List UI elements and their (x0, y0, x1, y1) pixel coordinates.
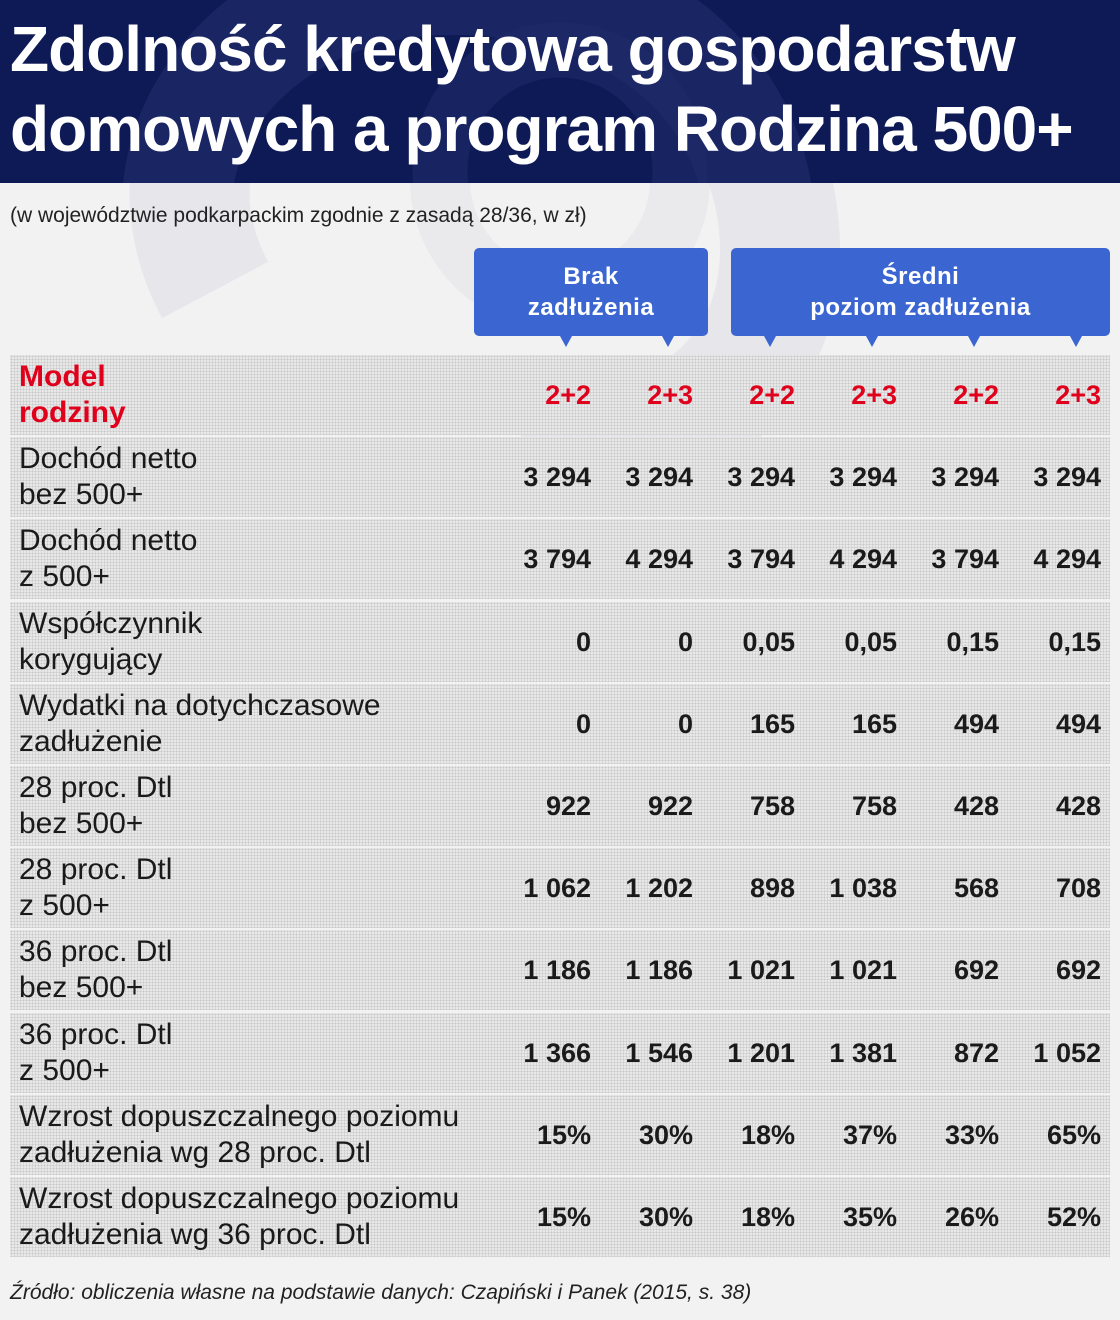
row-label-line: bez 500+ (19, 807, 144, 840)
table-cell: 922 (647, 791, 693, 821)
row-label-line: Dochód netto (19, 524, 198, 557)
table-cell: 165 (851, 709, 897, 739)
row-label (19, 1181, 499, 1253)
header-row (10, 355, 1110, 435)
table-cell: 30% (638, 1120, 693, 1150)
source-note: Źródło: obliczenia własne na podstawie danych: Czapiński i Panek (2015, s. 38) (10, 1281, 752, 1304)
table-row (10, 930, 1110, 1010)
row-label-line: z 500+ (19, 1054, 110, 1087)
row-label-line: rodziny (19, 396, 126, 429)
table-cell: 428 (953, 791, 999, 821)
row-label-line: zadłużenia wg 28 proc. Dtl (19, 1136, 371, 1169)
row-label (19, 852, 499, 924)
table-cell: 1 201 (727, 1038, 795, 1068)
row-label-line: 28 proc. Dtl (19, 771, 173, 804)
table-cell: 1 381 (829, 1038, 897, 1068)
table-cell: 4 294 (829, 544, 897, 574)
table-cell: 758 (749, 791, 795, 821)
row-label-line: z 500+ (19, 889, 110, 922)
family-model-cell: 2+3 (647, 380, 693, 410)
row-label-line: zadłużenie (19, 725, 163, 758)
row-label (19, 606, 499, 678)
row-label-line: Wzrost dopuszczalnego poziomu (19, 1100, 460, 1133)
table-cell: 3 794 (727, 544, 795, 574)
row-label (19, 1099, 499, 1171)
table-cell: 1 186 (625, 955, 693, 985)
table-cell: 0,15 (1048, 627, 1101, 657)
table-row (10, 437, 1110, 517)
group-header-no-debt (474, 248, 708, 336)
column-pointer-icon (866, 336, 878, 347)
table-cell: 3 294 (829, 462, 897, 492)
table-cell: 568 (953, 873, 999, 903)
row-label (19, 523, 499, 595)
table-cell: 3 294 (523, 462, 591, 492)
row-label-line: 36 proc. Dtl (19, 935, 173, 968)
row-label (19, 441, 499, 513)
table-cell: 0,15 (946, 627, 999, 657)
table-cell: 26% (944, 1202, 999, 1232)
table-cell: 15% (536, 1202, 591, 1232)
subtitle: (w województwie podkarpackim zgodnie z zasadą 28/36, w zł) (10, 204, 587, 227)
family-model-cell: 2+3 (851, 380, 897, 410)
table-cell: 18% (740, 1202, 795, 1232)
group-header-line: poziom zadłużenia (810, 294, 1031, 321)
table-cell: 1 366 (523, 1038, 591, 1068)
table-cell: 3 794 (523, 544, 591, 574)
table-cell: 65% (1046, 1120, 1101, 1150)
table-cell: 3 294 (1033, 462, 1101, 492)
table-cell: 165 (749, 709, 795, 739)
table-cell: 18% (740, 1120, 795, 1150)
row-label-line: zadłużenia wg 36 proc. Dtl (19, 1218, 371, 1251)
row-label-line: 36 proc. Dtl (19, 1018, 173, 1051)
family-model-cell: 2+2 (545, 380, 591, 410)
page-title-line-2: domowych a program Rodzina 500+ (10, 93, 1073, 165)
table-cell: 0 (677, 709, 693, 739)
table-cell: 3 294 (625, 462, 693, 492)
table-cell: 1 052 (1033, 1038, 1101, 1068)
family-model-cell: 2+2 (749, 380, 795, 410)
table-row (10, 1013, 1110, 1093)
column-pointer-icon (560, 336, 572, 347)
group-header-line: Brak (563, 263, 619, 290)
table-cell: 898 (749, 873, 795, 903)
table-cell: 872 (953, 1038, 999, 1068)
table-row (10, 519, 1110, 599)
row-label-line: Wydatki na dotychczasowe (19, 689, 381, 722)
table-cell: 4 294 (625, 544, 693, 574)
row-label-line: Wzrost dopuszczalnego poziomu (19, 1182, 460, 1215)
row-label-line: bez 500+ (19, 478, 144, 511)
row-label-line: Współczynnik (19, 607, 203, 640)
table-cell: 0,05 (742, 627, 795, 657)
table-cell: 494 (953, 709, 999, 739)
row-label (19, 688, 499, 760)
column-pointer-icon (764, 336, 776, 347)
row-label (19, 1017, 499, 1089)
table-cell: 708 (1055, 873, 1101, 903)
table-cell: 428 (1055, 791, 1101, 821)
table-cell: 3 294 (931, 462, 999, 492)
table-cell: 15% (536, 1120, 591, 1150)
table-cell: 1 021 (727, 955, 795, 985)
table-cell: 1 021 (829, 955, 897, 985)
table-cell: 37% (842, 1120, 897, 1150)
table-cell: 692 (1055, 955, 1101, 985)
table-cell: 0 (575, 709, 591, 739)
row-label-line: z 500+ (19, 560, 110, 593)
row-label-line: Dochód netto (19, 442, 198, 475)
row-label-line: bez 500+ (19, 971, 144, 1004)
table-cell: 3 794 (931, 544, 999, 574)
table-row (10, 1177, 1110, 1257)
table-row (10, 848, 1110, 928)
table-cell: 52% (1046, 1202, 1101, 1232)
row-label-line: Model (19, 360, 106, 393)
table-cell: 1 038 (829, 873, 897, 903)
table-cell: 692 (953, 955, 999, 985)
table-row (10, 684, 1110, 764)
group-header-line: Średni (881, 263, 960, 290)
table-cell: 1 186 (523, 955, 591, 985)
row-label-line: korygujący (19, 643, 163, 676)
table-cell: 30% (638, 1202, 693, 1232)
family-model-cell: 2+3 (1055, 380, 1101, 410)
group-header-line: zadłużenia (527, 294, 655, 321)
family-model-cell: 2+2 (953, 380, 999, 410)
table-cell: 0 (575, 627, 591, 657)
page-title-line-1: Zdolność kredytowa gospodarstw (10, 13, 1015, 85)
table-cell: 1 202 (625, 873, 693, 903)
table-row (10, 766, 1110, 846)
table-cell: 3 294 (727, 462, 795, 492)
column-pointer-icon (662, 336, 674, 347)
table-cell: 0,05 (844, 627, 897, 657)
header-banner (0, 0, 1120, 183)
group-header-average-debt (731, 248, 1110, 336)
table-cell: 0 (677, 627, 693, 657)
table-cell: 1 062 (523, 873, 591, 903)
table-cell: 35% (842, 1202, 897, 1232)
table-row (10, 602, 1110, 682)
row-label (19, 359, 499, 431)
row-label (19, 770, 499, 842)
table-cell: 33% (944, 1120, 999, 1150)
table-cell: 758 (851, 791, 897, 821)
column-pointer-icon (968, 336, 980, 347)
table-cell: 494 (1055, 709, 1101, 739)
column-pointer-icon (1070, 336, 1082, 347)
table-cell: 1 546 (625, 1038, 693, 1068)
table-cell: 922 (545, 791, 591, 821)
table-cell: 4 294 (1033, 544, 1101, 574)
row-label-line: 28 proc. Dtl (19, 853, 173, 886)
table-row (10, 1095, 1110, 1175)
row-label (19, 934, 499, 1006)
